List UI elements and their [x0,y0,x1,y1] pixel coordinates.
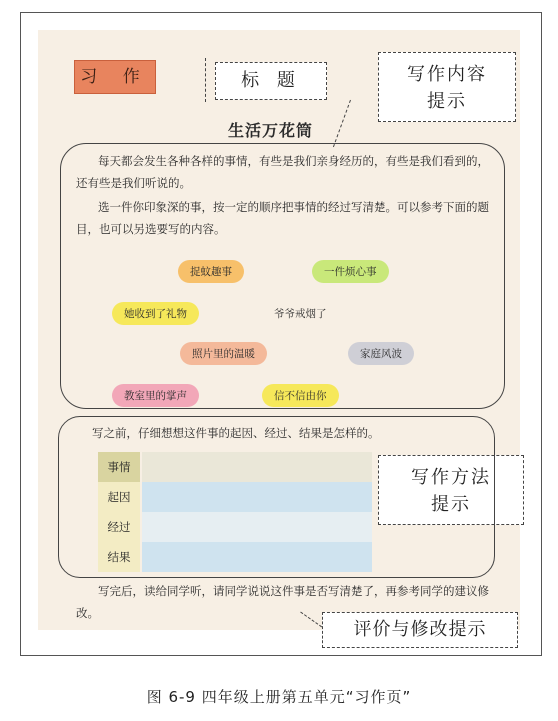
table-row-band [142,542,372,572]
method-hint-line2: 提示 [431,494,471,515]
content-hint-line2: 提示 [427,91,467,112]
page-title: 生活万花筒 [228,121,314,140]
title-callout: 标 题 [215,62,327,100]
table-row-band [142,512,372,542]
topic-3: 她收到了礼物 [112,302,199,325]
method-hint-line1: 写作方法 [411,467,491,488]
evaluation-hint-callout: 评价与修改提示 [322,612,518,648]
topic-8: 信不信由你 [262,384,339,407]
topic-1: 捉蚊趣事 [178,260,244,283]
content-hint-line1: 写作内容 [407,64,487,85]
topic-2: 一件烦心事 [312,260,389,283]
method-paragraph: 写之前，仔细想想这件事的起因、经过、结果是怎样的。 [92,426,380,440]
topic-7: 教室里的掌声 [112,384,199,407]
topic-6: 家庭风波 [348,342,414,365]
title-connector [205,58,206,102]
structure-table [98,452,140,572]
table-cell-cause: 起因 [98,482,140,512]
topic-5: 照片里的温暖 [180,342,267,365]
table-row-band [142,452,372,482]
topic-4: 爷爷戒烟了 [274,308,327,320]
figure-caption: 图 6-9 四年级上册第五单元“习作页” [146,688,412,706]
content-hint-callout [378,52,516,122]
table-cell-process: 经过 [98,512,140,542]
table-row-band [142,482,372,512]
table-cell-event: 事情 [98,452,140,482]
section-tag: 习 作 [74,60,156,94]
evaluation-paragraph: 写完后，读给同学听，请同学说说这件事是否写清楚了，再参考同学的建议修改。 [76,584,489,620]
table-cell-result: 结果 [98,542,140,572]
instruction-paragraph: 选一件你印象深的事，按一定的顺序把事情的经过写清楚。可以参考下面的题目，也可以另选要写的内容。 [76,200,489,236]
intro-paragraph: 每天都会发生各种各样的事情，有些是我们亲身经历的，有些是我们看到的，还有些是我们听说的。 [76,154,489,190]
